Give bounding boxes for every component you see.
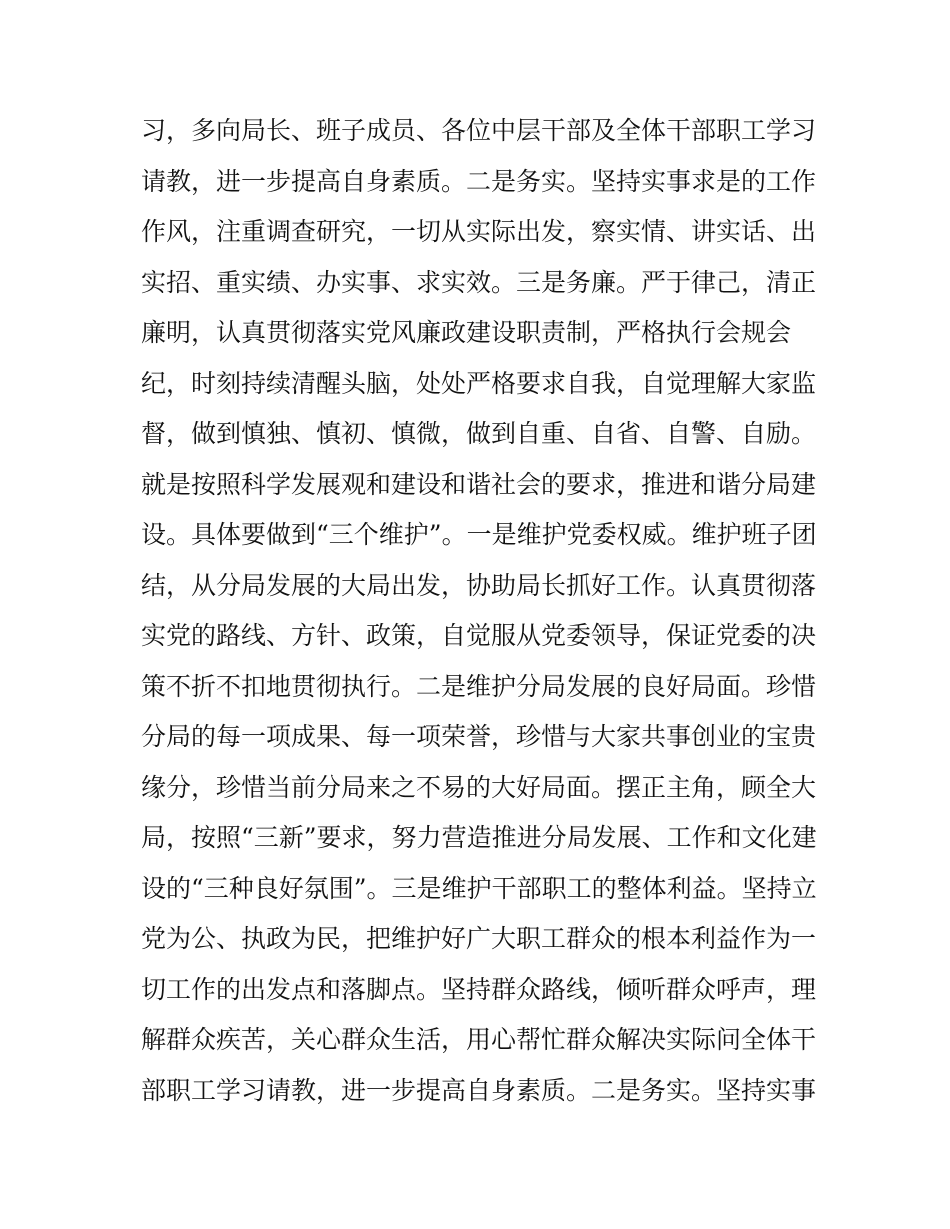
text-line-14: 缘分，珍惜当前分局来之不易的大好局面。摆正主角，顾全大 bbox=[141, 772, 817, 802]
text-line-17: 党为公、执政为民，把维护好广大职工群众的根本利益作为一 bbox=[141, 924, 817, 953]
text-line-15: 局，按照“三新”要求，努力营造推进分局发展、工作和文化建 bbox=[141, 823, 817, 852]
text-line-9: 设。具体要做到“三个维护”。一是维护党委权威。维护班子团 bbox=[141, 520, 817, 549]
text-line-12: 策不折不扣地贯彻执行。二是维护分局发展的良好局面。珍惜 bbox=[141, 671, 817, 701]
text-line-5: 廉明，认真贯彻落实党风廉政建设职责制，严格执行会规会 bbox=[141, 318, 792, 347]
text-line-20: 部职工学习请教，进一步提高自身素质。二是务实。坚持实事 bbox=[141, 1075, 817, 1105]
text-line-2: 请教，进一步提高自身素质。二是务实。坚持实事求是的工作 bbox=[141, 166, 817, 196]
text-line-10: 结，从分局发展的大局出发，协助局长抓好工作。认真贯彻落 bbox=[141, 570, 817, 600]
text-line-1: 习，多向局长、班子成员、各位中层干部及全体干部职工学习 bbox=[141, 116, 817, 145]
text-line-4: 实招、重实绩、办实事、求实效。三是务廉。严于律己，清正 bbox=[141, 267, 817, 297]
text-line-8: 就是按照科学发展观和建设和谐社会的要求，推进和谐分局建 bbox=[141, 469, 817, 499]
text-line-6: 纪，时刻持续清醒头脑，处处严格要求自我，自觉理解大家监 bbox=[141, 368, 817, 398]
text-line-7: 督，做到慎独、慎初、慎微，做到自重、自省、自警、自励。 bbox=[141, 419, 817, 448]
text-line-18: 切工作的出发点和落脚点。坚持群众路线，倾听群众呼声，理 bbox=[141, 974, 817, 1004]
text-line-16: 设的“三种良好氛围”。三是维护干部职工的整体利益。坚持立 bbox=[141, 873, 817, 903]
text-line-13: 分局的每一项成果、每一项荣誉，珍惜与大家共事创业的宝贵 bbox=[141, 722, 817, 751]
body-text bbox=[141, 106, 821, 1116]
text-line-3: 作风，注重调查研究，一切从实际出发，察实情、讲实话、出 bbox=[141, 217, 817, 246]
text-line-11: 实党的路线、方针、政策，自觉服从党委领导，保证党委的决 bbox=[141, 621, 817, 650]
text-line-19: 解群众疾苦，关心群众生活，用心帮忙群众解决实际问全体干 bbox=[141, 1025, 817, 1054]
